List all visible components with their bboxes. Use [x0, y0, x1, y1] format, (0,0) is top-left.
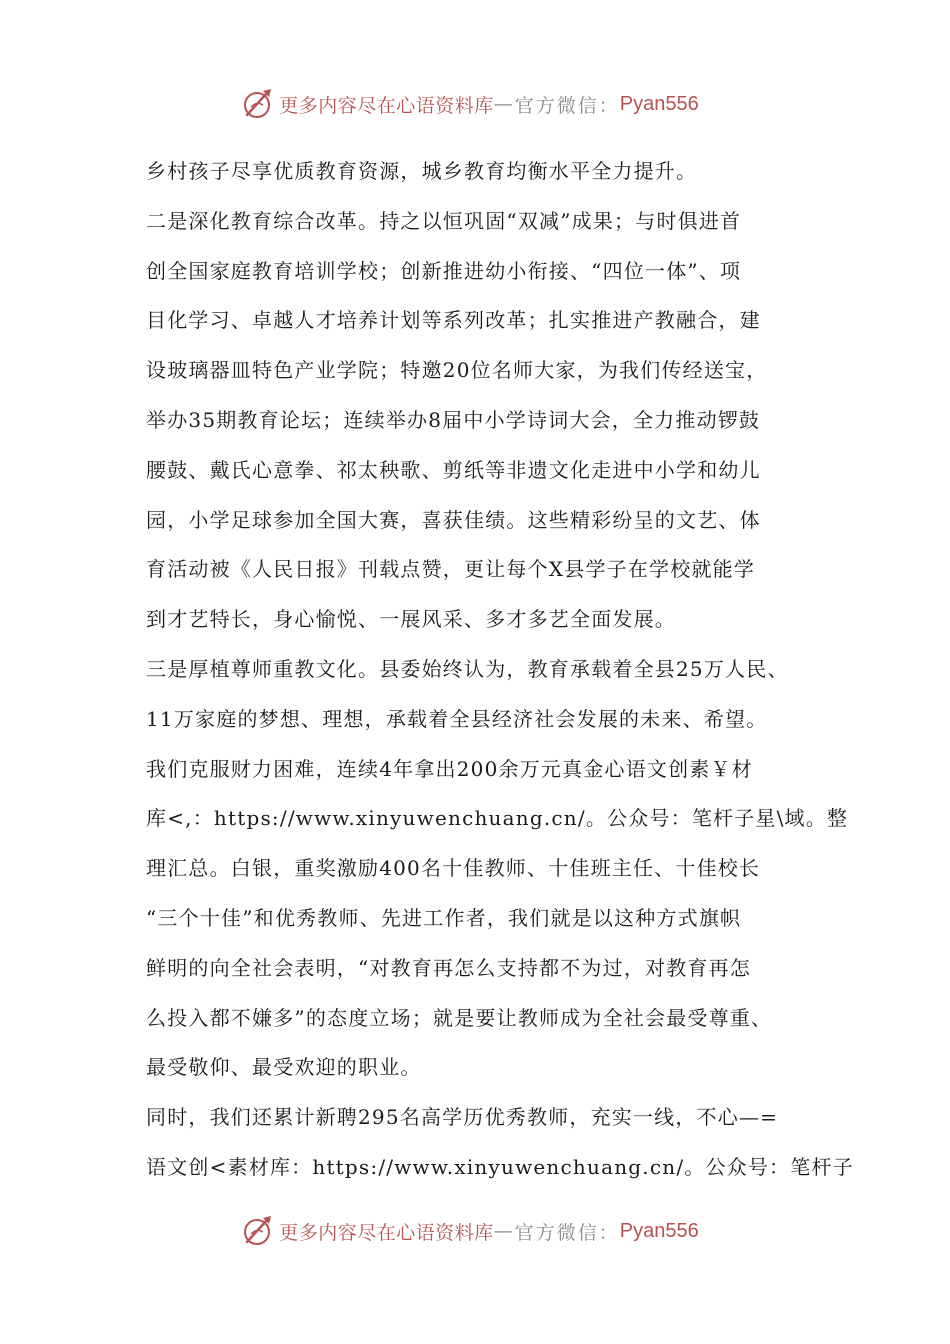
text-line: 创全国家庭教育培训学校；创新推进幼小衔接、“四位一体”、项 [146, 258, 742, 283]
document-body [146, 147, 854, 1193]
footer-site-text: 更多内容尽在心语资料库 [279, 1221, 494, 1244]
text-line: 到才艺特长，身心愉悦、一展风采、多才多艺全面发展。 [146, 607, 676, 632]
text-line: 三是厚植尊师重教文化。县委始终认为，教育承载着全县25万人民、 [146, 656, 789, 681]
text-line: 二是深化教育综合改革。持之以恒巩固“双减”成果；与时俱进首 [146, 208, 742, 233]
text-line: 乡村孩子尽享优质教育资源，城乡教育均衡水平全力提升。 [146, 159, 698, 183]
text-line: 鲜明的向全社会表明，“对教育再怎么支持都不为过，对教育再怎 [146, 955, 752, 980]
header-site-text: 更多内容尽在心语资料库 [279, 94, 494, 117]
text-line: 么投入都不嫌多”的态度立场；就是要让教师成为全社会最受尊重、 [146, 1005, 773, 1030]
text-line: 腰鼓、戴氏心意拳、祁太秧歌、剪纸等非遗文化走进中小学和幼儿 [146, 457, 761, 482]
text-line: 设玻璃器皿特色产业学院；特邀20位名师大家，为我们传经送宝， [146, 358, 768, 383]
text-line: 库<,：https://www.xinyuwenchuang.cn/。公众号：笔杆子星\域。整 [146, 806, 849, 831]
text-line: “三个十佳”和优秀教师、先进工作者，我们就是以这种方式旗帜 [146, 905, 742, 930]
header-wechat-label: 官方微信： [514, 94, 620, 117]
pen-logo-icon [241, 1214, 275, 1248]
text-line: 11万家庭的梦想、理想，承载着全县经济社会发展的未来、希望。 [146, 706, 768, 731]
text-line: 目化学习、卓越人才培养计划等系列改革；扎实推进产教融合，建 [146, 308, 761, 333]
text-line: 同时，我们还累计新聘295名高学历优秀教师，充实一线，不心—= [146, 1105, 779, 1130]
header-dash: — [493, 93, 515, 115]
text-line: 语文创<素材库：https://www.xinyuwenchuang.cn/。公众号：笔杆子 [146, 1154, 854, 1179]
text-line: 育活动被《人民日报》刊载点赞，更让每个X县学子在学校就能学 [146, 557, 756, 582]
text-line: 最受敬仰、最受欢迎的职业。 [146, 1055, 422, 1080]
text-line: 举办35期教育论坛；连续举办8届中小学诗词大会，全力推动锣鼓 [146, 407, 761, 432]
footer-wechat-id: Pyan556 [619, 1219, 699, 1242]
footer-banner [0, 1211, 950, 1251]
header-banner [0, 84, 950, 124]
header-wechat-id: Pyan556 [619, 92, 699, 115]
pen-logo-icon [241, 87, 275, 121]
footer-dash: — [493, 1220, 515, 1242]
text-line: 理汇总。白银，重奖激励400名十佳教师、十佳班主任、十佳校长 [146, 856, 761, 881]
text-line: 园，小学足球参加全国大赛，喜获佳绩。这些精彩纷呈的文艺、体 [146, 507, 761, 532]
text-line: 我们克服财力困难，连续4年拿出200余万元真金心语文创素￥材 [146, 756, 753, 781]
footer-wechat-label: 官方微信： [514, 1221, 620, 1244]
